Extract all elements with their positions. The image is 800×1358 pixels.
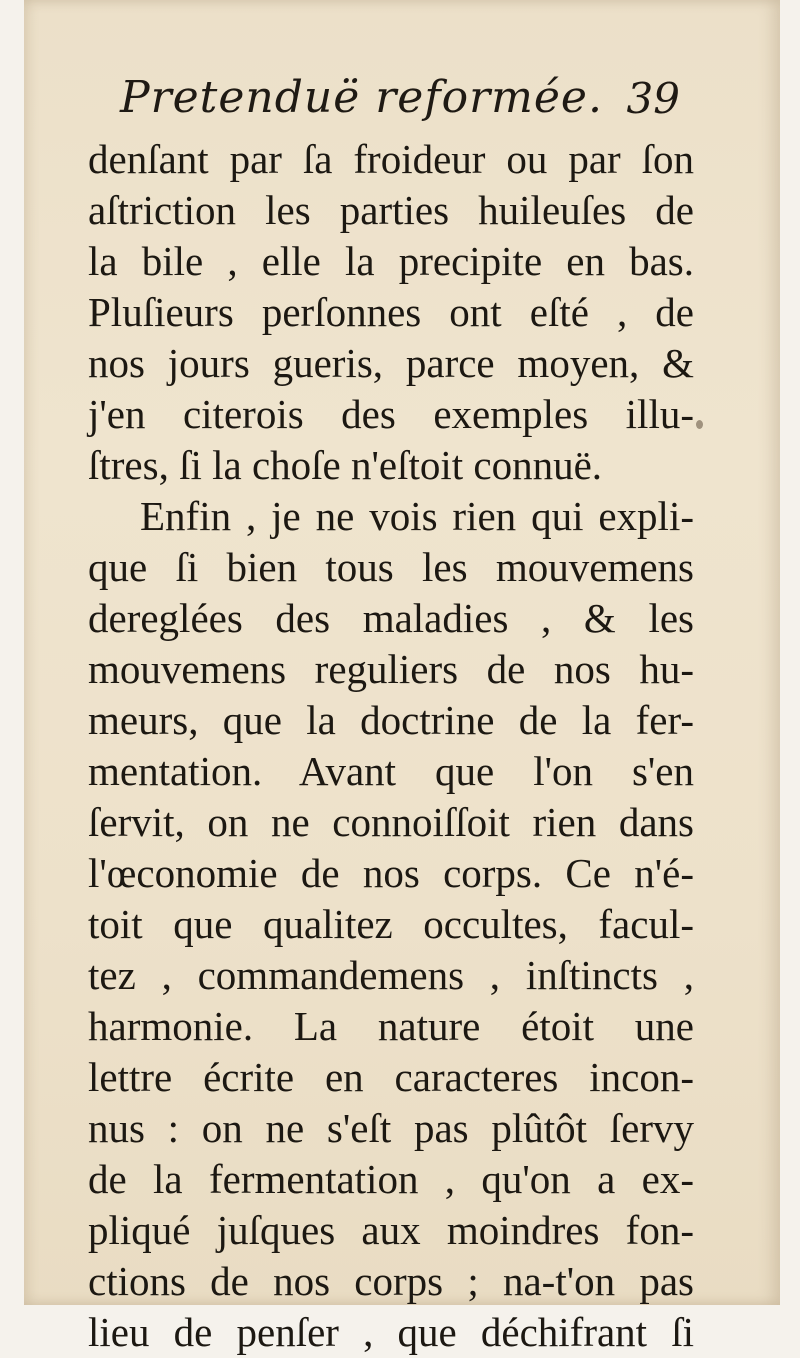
text-line: lieu de penſer , que déchifrant ſi	[88, 1309, 694, 1355]
text-line: l'œconomie de nos corps. Ce n'é-	[88, 850, 694, 896]
text-line: nos jours gueris, parce moyen, &	[88, 340, 694, 386]
text-line: dereglées des maladies , & les	[88, 595, 694, 641]
text-line: j'en citerois des exemples illu-	[88, 391, 694, 437]
text-line: toit que qualitez occultes, facul-	[88, 901, 694, 947]
page-header	[120, 72, 680, 136]
running-title: Pretenduë reformée.	[120, 72, 603, 123]
text-line: tez , commandemens , inſtincts ,	[88, 952, 694, 998]
text-line: pliqué juſques aux moindres fon-	[88, 1207, 694, 1253]
text-line: de la fermentation , qu'on a ex-	[88, 1156, 694, 1202]
text-line: Pluſieurs perſonnes ont eſté , de	[88, 289, 694, 335]
text-line: mouvemens reguliers de nos hu-	[88, 646, 694, 692]
text-line: lettre écrite en caracteres incon-	[88, 1054, 694, 1100]
text-line: Enfin , je ne vois rien qui expli-	[140, 493, 694, 539]
body-text	[88, 134, 694, 1358]
page-number: 39	[626, 74, 680, 123]
text-line: nus : on ne s'eſt pas plûtôt ſervy	[88, 1105, 694, 1151]
book-page	[24, 0, 780, 1355]
text-line: que ſi bien tous les mouvemens	[88, 544, 694, 590]
text-line: la bile , elle la precipite en bas.	[88, 238, 694, 284]
text-line: ctions de nos corps ; na-t'on pas	[88, 1258, 694, 1304]
text-line: ſervit, on ne connoiſſoit rien dans	[88, 799, 694, 845]
text-line: ſtres, ſi la choſe n'eſtoit connuë.	[88, 442, 603, 488]
text-line: denſant par ſa froideur ou par ſon	[88, 136, 694, 182]
text-line: harmonie. La nature étoit une	[88, 1003, 694, 1049]
text-line: aſtriction les parties huileuſes de	[88, 187, 694, 233]
text-line: mentation. Avant que l'on s'en	[88, 748, 694, 794]
ink-spot	[696, 420, 703, 429]
text-line: meurs, que la doctrine de la fer-	[88, 697, 694, 743]
